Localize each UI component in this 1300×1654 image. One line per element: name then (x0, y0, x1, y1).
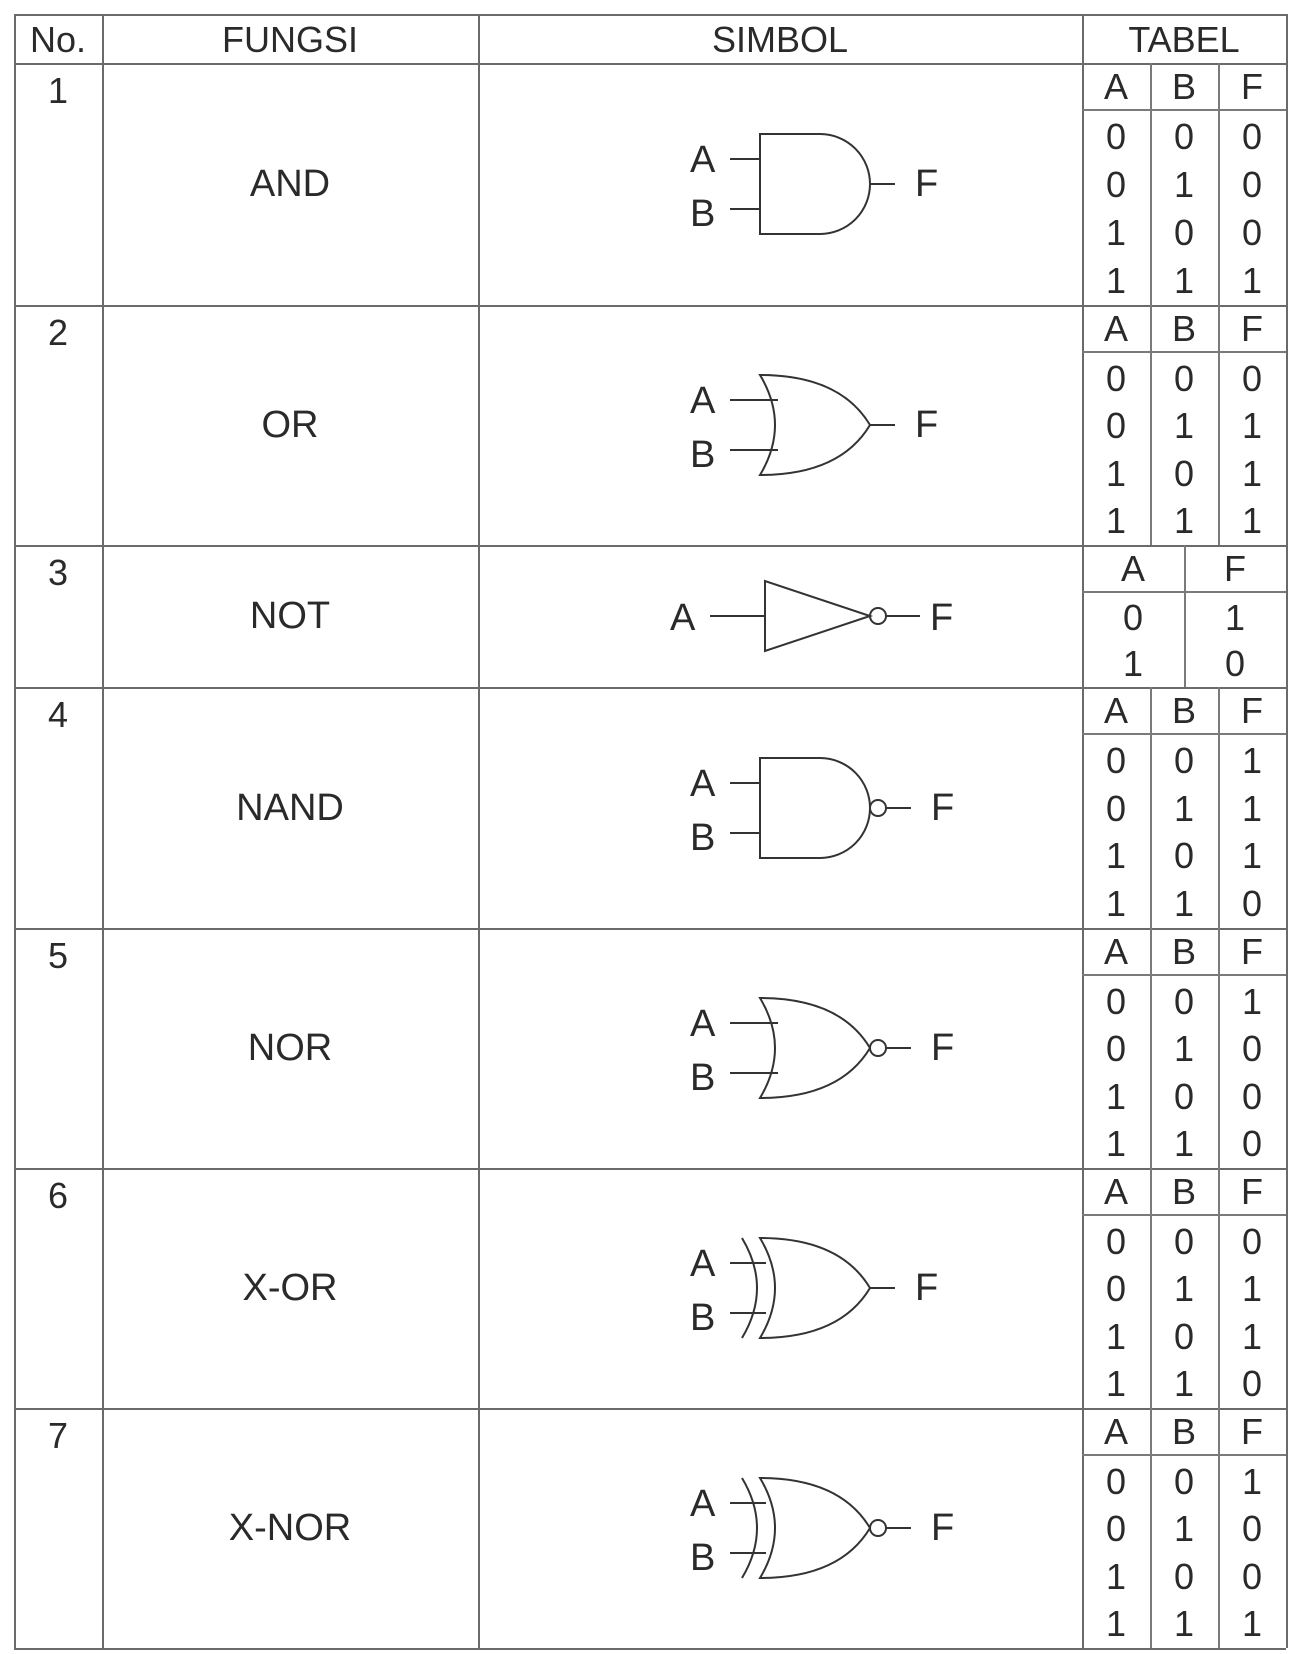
truth-table-cell: 1 (1105, 1555, 1127, 1597)
truth-table-cell: 0 (1241, 357, 1263, 399)
nand-gate-icon (650, 728, 955, 888)
truth-table-cell: 1 (1105, 835, 1127, 877)
truth-table-cell: 0 (1173, 1315, 1195, 1357)
truth-table-cell: 1 (1105, 500, 1127, 542)
truth-table-cell: 1 (1105, 1315, 1127, 1357)
row-number: 1 (47, 70, 69, 111)
output-f-label: F (931, 1027, 955, 1069)
xor-gate-icon (650, 1208, 950, 1368)
truth-table-cell: 0 (1105, 1268, 1127, 1310)
function-name: NOT (249, 595, 331, 637)
header-fungsi: FUNGSI (221, 19, 358, 60)
truth-table-cell: 1 (1173, 1603, 1195, 1645)
truth-table-header: A (1120, 548, 1145, 589)
truth-table-cell: 0 (1241, 1028, 1263, 1070)
row-number: 3 (47, 552, 69, 593)
header-simbol: SIMBOL (711, 19, 849, 60)
or-gate-icon (650, 345, 950, 505)
truth-table-cell: 0 (1241, 1508, 1263, 1550)
function-name: AND (249, 163, 331, 205)
truth-table-header: F (1241, 931, 1263, 972)
function-name: OR (261, 404, 319, 446)
input-a-label: A (690, 1003, 716, 1045)
truth-table-cell: 1 (1173, 405, 1195, 447)
row-divider (14, 1408, 1286, 1410)
table-border-top (14, 14, 1286, 16)
truth-table-cell: 1 (1241, 787, 1263, 829)
truth-table-cell: 1 (1173, 787, 1195, 829)
truth-table-header: A (1103, 308, 1128, 349)
input-b-label: B (690, 434, 716, 476)
not-gate-icon (650, 536, 954, 696)
truth-table-cell: 1 (1173, 1268, 1195, 1310)
input-b-label: B (690, 193, 716, 235)
input-a-label: A (690, 380, 716, 422)
truth-table-header: F (1241, 66, 1263, 107)
output-f-label: F (930, 597, 954, 639)
truth-table-cell: 1 (1241, 452, 1263, 494)
row-divider (14, 1168, 1286, 1170)
truth-table-cell: 1 (1105, 260, 1127, 301)
truth-table-cell: 1 (1241, 739, 1263, 781)
truth-table-cell: 0 (1173, 452, 1195, 494)
truth-table-header: B (1171, 1171, 1196, 1212)
truth-table-cell: 0 (1105, 1508, 1127, 1550)
truth-table-cell: 1 (1105, 1363, 1127, 1405)
truth-table-cell: 0 (1173, 212, 1195, 253)
truth-table-header: A (1103, 1171, 1128, 1212)
truth-table-cell: 1 (1241, 1268, 1263, 1310)
column-divider (1082, 14, 1084, 1648)
truth-table-cell: 0 (1105, 357, 1127, 399)
truth-table-cell: 1 (1241, 1603, 1263, 1645)
truth-table-cell: 0 (1105, 405, 1127, 447)
truth-table-header-divider (1082, 1214, 1286, 1216)
truth-table-cell: 1 (1105, 1603, 1127, 1645)
input-a-label: A (670, 597, 696, 639)
input-b-label: B (690, 1537, 716, 1579)
truth-table-cell: 0 (1173, 1220, 1195, 1262)
row-number: 6 (47, 1175, 69, 1216)
truth-table-header-divider (1082, 974, 1286, 976)
truth-table-cell: 0 (1173, 739, 1195, 781)
truth-table-cell: 0 (1241, 1363, 1263, 1405)
truth-table-cell: 0 (1224, 643, 1246, 684)
truth-table-cell: 0 (1105, 787, 1127, 829)
truth-table-cell: 1 (1122, 643, 1144, 684)
truth-table-header: F (1241, 1411, 1263, 1452)
truth-table-header: B (1171, 1411, 1196, 1452)
truth-table-cell: 1 (1105, 1075, 1127, 1117)
row-number: 2 (47, 312, 69, 353)
truth-table-header: F (1224, 548, 1246, 589)
truth-table-header: B (1171, 690, 1196, 731)
truth-table-cell: 0 (1241, 1555, 1263, 1597)
truth-table-cell: 1 (1241, 980, 1263, 1022)
output-f-label: F (931, 786, 955, 829)
output-f-label: F (915, 163, 939, 205)
truth-table-cell: 0 (1173, 1460, 1195, 1502)
truth-table-cell: 0 (1241, 116, 1263, 157)
input-a-label: A (690, 1243, 716, 1285)
column-divider (1286, 14, 1288, 1648)
function-name: NAND (236, 786, 344, 829)
truth-table-header: B (1171, 308, 1196, 349)
truth-table-cell: 1 (1173, 164, 1195, 205)
output-f-label: F (915, 404, 939, 446)
truth-table-cell: 0 (1122, 597, 1144, 638)
column-divider (102, 14, 104, 1648)
truth-table-cell: 0 (1173, 1555, 1195, 1597)
truth-table-cell: 0 (1241, 1123, 1263, 1165)
truth-table-cell: 0 (1105, 164, 1127, 205)
truth-table-cell: 0 (1105, 116, 1127, 157)
truth-table-cell: 1 (1224, 597, 1246, 638)
truth-table-cell: 1 (1173, 1363, 1195, 1405)
truth-table-cell: 1 (1241, 500, 1263, 542)
truth-table-cell: 1 (1173, 1028, 1195, 1070)
row-number: 7 (47, 1415, 69, 1456)
truth-table-cell: 1 (1173, 883, 1195, 925)
truth-table-cell: 1 (1241, 260, 1263, 301)
truth-table-cell: 0 (1241, 1075, 1263, 1117)
truth-table-header: A (1103, 690, 1128, 731)
truth-table-header: F (1241, 690, 1263, 731)
function-name: NOR (247, 1027, 333, 1069)
truth-table-header: F (1241, 308, 1263, 349)
truth-table-cell: 0 (1173, 1075, 1195, 1117)
xnor-gate-icon (650, 1448, 955, 1608)
truth-table-cell: 0 (1105, 980, 1127, 1022)
input-b-label: B (690, 1057, 716, 1099)
row-number: 5 (47, 935, 69, 976)
output-f-label: F (931, 1507, 955, 1549)
truth-table-header: B (1171, 931, 1196, 972)
truth-table-cell: 0 (1173, 980, 1195, 1022)
truth-table-cell: 0 (1241, 1220, 1263, 1262)
truth-table-cell: 0 (1105, 1028, 1127, 1070)
truth-table-cell: 1 (1173, 1508, 1195, 1550)
function-name: X-OR (242, 1267, 338, 1309)
truth-table-cell: 1 (1241, 835, 1263, 877)
truth-table-cell: 0 (1173, 357, 1195, 399)
truth-table-cell: 1 (1105, 452, 1127, 494)
truth-table-cell: 1 (1173, 1123, 1195, 1165)
input-a-label: A (690, 139, 716, 181)
output-f-label: F (915, 1267, 939, 1309)
function-name: X-NOR (228, 1507, 352, 1549)
truth-table-header-divider (1082, 351, 1286, 353)
truth-table-header: B (1171, 66, 1196, 107)
truth-table-cell: 0 (1105, 739, 1127, 781)
truth-table-cell: 1 (1241, 1460, 1263, 1502)
truth-table-cell: 0 (1105, 1460, 1127, 1502)
truth-table-header-divider (1082, 1454, 1286, 1456)
truth-table-cell: 1 (1241, 1315, 1263, 1357)
truth-table-cell: 1 (1241, 405, 1263, 447)
truth-table-cell: 1 (1173, 260, 1195, 301)
truth-table-cell: 0 (1241, 883, 1263, 925)
header-tabel: TABEL (1128, 19, 1240, 60)
truth-table-header-divider (1082, 733, 1286, 735)
truth-table-cell: 0 (1173, 835, 1195, 877)
truth-table-cell: 1 (1105, 212, 1127, 253)
row-divider (14, 928, 1286, 930)
header-no: No. (29, 19, 87, 60)
input-b-label: B (690, 816, 716, 859)
input-a-label: A (690, 1483, 716, 1525)
row-number: 4 (47, 694, 69, 735)
truth-table-header: A (1103, 1411, 1128, 1452)
truth-table-cell: 0 (1173, 116, 1195, 157)
and-gate-icon (650, 104, 950, 264)
row-divider (14, 1648, 1286, 1650)
truth-table-cell: 1 (1173, 500, 1195, 542)
column-divider (478, 14, 480, 1648)
row-divider (14, 305, 1286, 307)
nor-gate-icon (650, 968, 955, 1128)
truth-table-header: A (1103, 66, 1128, 107)
truth-table-header: F (1241, 1171, 1263, 1212)
truth-table-cell: 0 (1105, 1220, 1127, 1262)
input-b-label: B (690, 1297, 716, 1339)
row-divider (14, 63, 1286, 65)
truth-table-cell: 1 (1105, 883, 1127, 925)
input-a-label: A (690, 762, 716, 805)
truth-table-header-divider (1082, 109, 1286, 111)
truth-table-cell: 0 (1241, 164, 1263, 205)
truth-table-cell: 1 (1105, 1123, 1127, 1165)
truth-table-cell: 0 (1241, 212, 1263, 253)
truth-table-header: A (1103, 931, 1128, 972)
column-divider (14, 14, 16, 1648)
